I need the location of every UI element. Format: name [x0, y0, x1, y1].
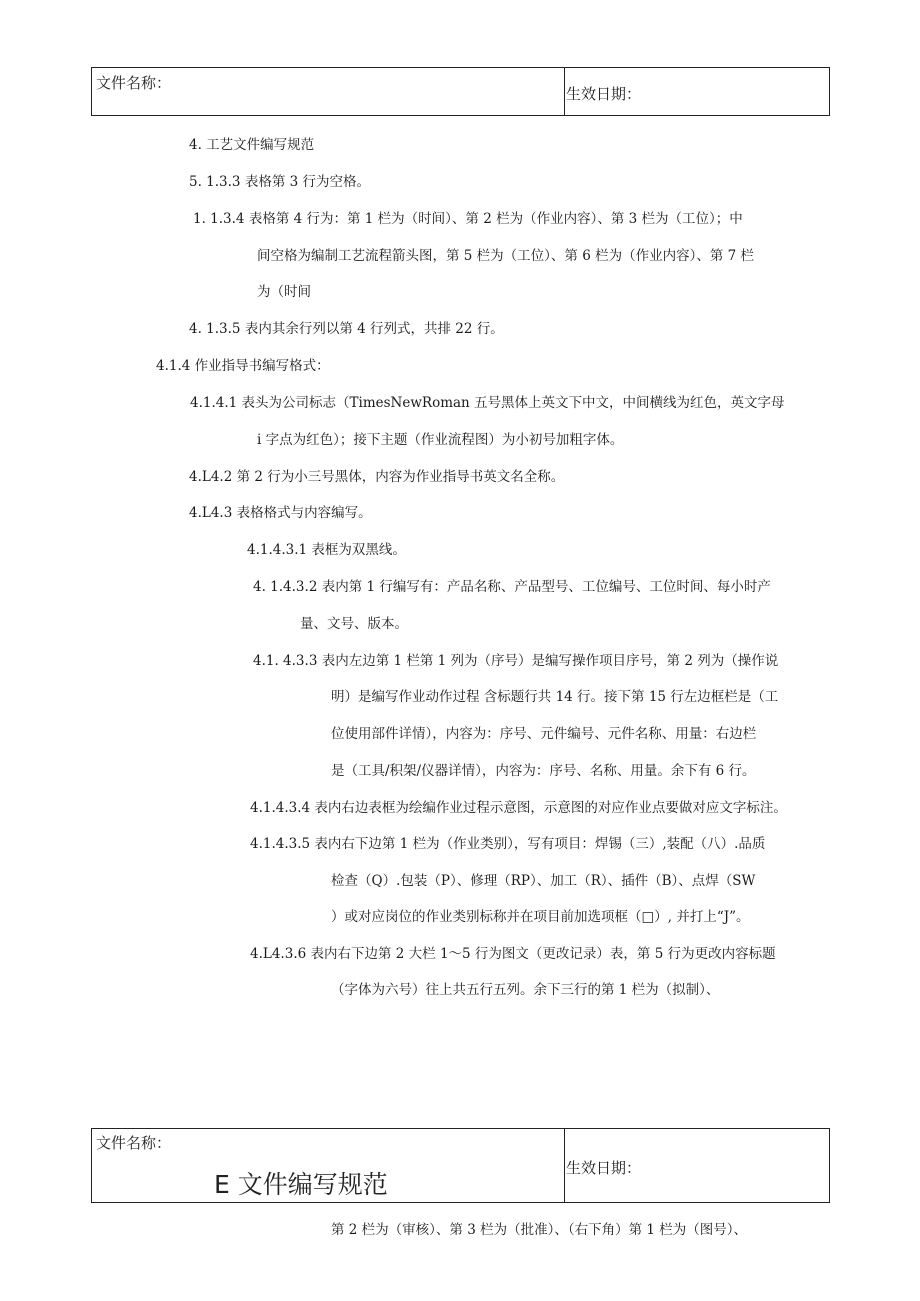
body-line: 明）是编写作业动作过程 含标题行共 14 行。接下第 15 行左边框栏是（工	[331, 689, 779, 705]
body-line: 间空格为编制工艺流程箭头图，第 5 栏为（工位）、第 6 栏为（作业内容）、第 7 栏	[257, 248, 755, 264]
body-line: 4.1.4.3.5 表内右下边第 1 栏为（作业类别），写有项目：焊锡（三）,装配（八）.品质	[250, 836, 766, 852]
body-line: i 字点为红色）；接下主题（作业流程图）为小初号加粗字体。	[257, 432, 624, 448]
header-divider	[564, 1129, 565, 1202]
header-table-top	[91, 67, 830, 116]
body-line: 4.1.4.1 表头为公司标志（TimesNewRoman 五号黑体上英文下中文，中间横线为红色，英文字母	[190, 395, 785, 411]
body-line: 为（时间	[257, 284, 311, 300]
body-line: 4. 1.3.5 表内其余行列以第 4 行列式，共排 22 行。	[189, 321, 504, 337]
body-line: （字体为六号）往上共五行五列。余下三行的第 1 栏为（拟制）、	[331, 982, 720, 998]
body-line: 4.L4.3.6 表内右下边第 2 大栏 1～5 行为图文（更改记录）表，第 5 行为更改内容标题	[250, 946, 776, 962]
body-line: 量、文号、版本。	[300, 616, 408, 632]
effective-date-label: 生效日期：	[566, 85, 642, 103]
body-line: 是（工具/积架/仪器详情），内容为：序号、名称、用量。余下有 6 行。	[331, 763, 756, 779]
file-name-label: 文件名称：	[96, 74, 172, 92]
effective-date-label: 生效日期：	[566, 1159, 642, 1177]
footer-line: 第 2 栏为（审核）、第 3 栏为（批准）、（右下角）第 1 栏为（图号）、	[331, 1222, 748, 1238]
body-line: 4. 工艺文件编写规范	[189, 137, 315, 153]
body-line: 4.1.4.3.4 表内右边表框为绘编作业过程示意图，示意图的对应作业点要做对应文字标注。	[250, 800, 787, 816]
body-line: 位使用部件详情），内容为：序号、元件编号、元件名称、用量：右边栏	[331, 726, 757, 742]
body-line: 4.1.4 作业指导书编写格式：	[156, 358, 330, 374]
body-line: 5. 1.3.3 表格第 3 行为空格。	[189, 174, 370, 190]
header-table-bottom	[91, 1128, 830, 1203]
body-line: 1. 1.3.4 表格第 4 行为：第 1 栏为（时间）、第 2 栏为（作业内容）、第 3 栏为（工位）；中	[193, 211, 743, 227]
body-line: 4.1. 4.3.3 表内左边第 1 栏第 1 列为（序号）是编写操作项目序号，第 2 列为（操作说	[253, 653, 779, 669]
body-line: 4.L4.3 表格格式与内容编写。	[189, 505, 372, 521]
file-title: E 文件编写规范	[214, 1170, 388, 1199]
header-divider	[564, 68, 565, 115]
body-line: 4.L4.2 第 2 行为小三号黑体，内容为作业指导书英文名全称。	[189, 469, 565, 485]
file-name-label: 文件名称：	[96, 1134, 172, 1152]
body-line: 检查（Q）.包装（P）、修理（RP）、加工（R）、插件（B）、点焊（SW	[331, 873, 756, 889]
body-line: ）或对应岗位的作业类别标称并在项目前加选项框（□）, 并打上“J”。	[331, 909, 750, 925]
body-line: 4.1.4.3.1 表框为双黑线。	[247, 542, 406, 558]
body-line: 4. 1.4.3.2 表内第 1 行编写有：产品名称、产品型号、工位编号、工位时间、每小时产	[253, 579, 771, 595]
